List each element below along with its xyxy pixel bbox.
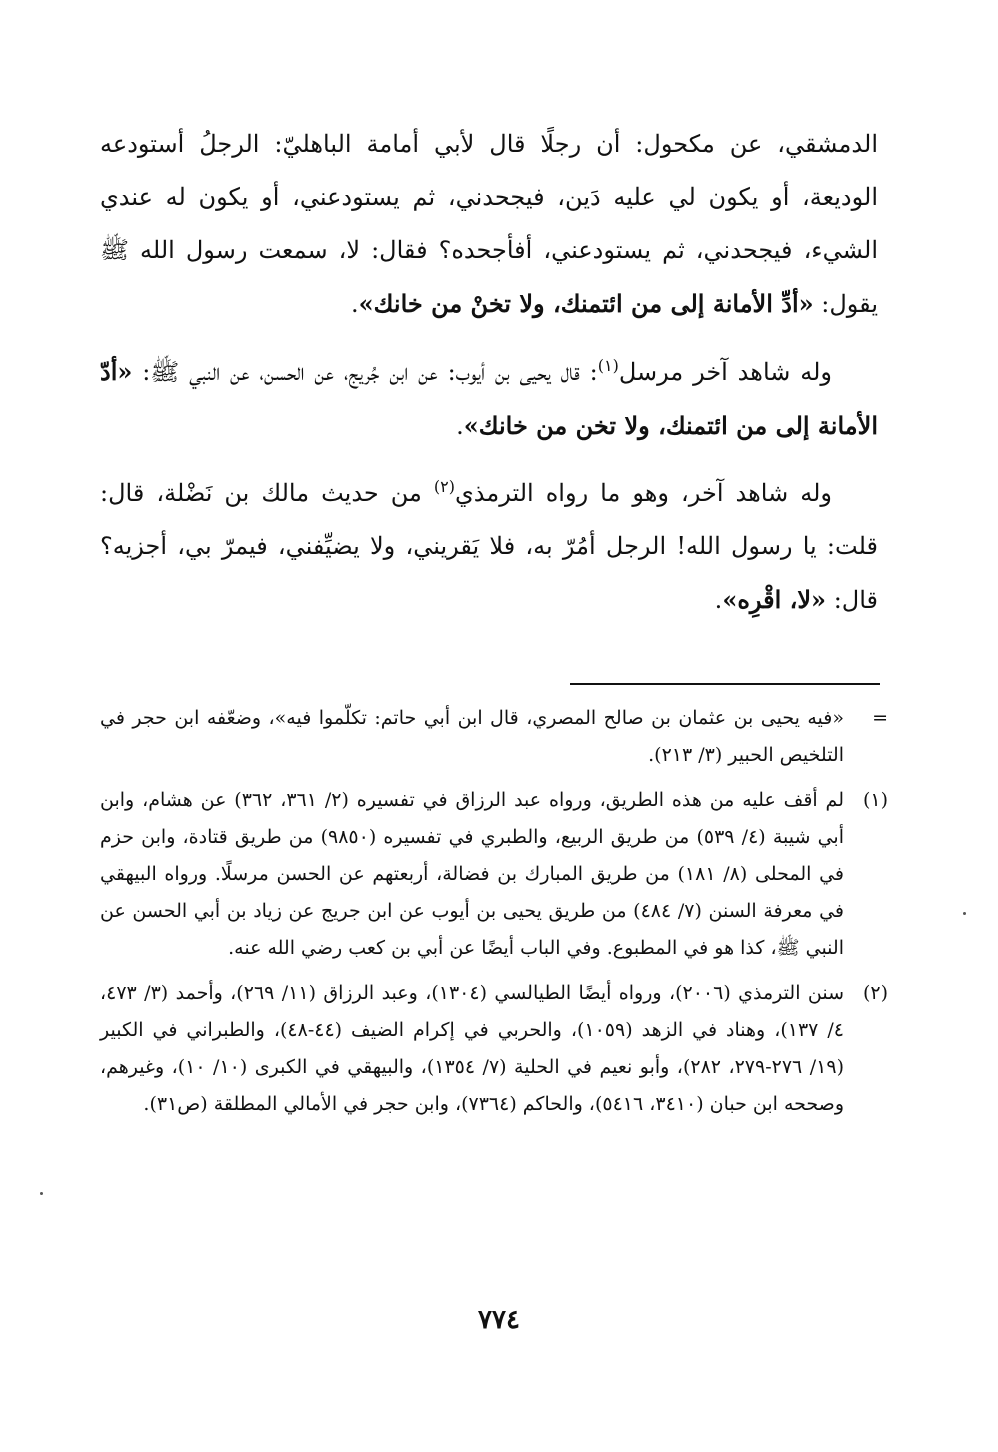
page-number: ٧٧٤ <box>478 1305 520 1335</box>
footnote-text: لم أقف عليه من هذه الطريق، ورواه عبد الرزاق في تفسيره (٢/ ٣٦١، ٣٦٢) عن هشام، وابن أبي شيبة (٤/ ٥٣٩) من طريق الربيع، والطبري في تفسيره (٩٨٥٠) من طريق قتادة، وابن حزم في المحلى (٨/ ١٨١) من طريق المبارك بن فضالة، أربعتهم عن الحسن مرسلًا. ورواه البيهقي في معرفة السنن (٧/ ٤٨٤) من طريق يحيى بن أيوب عن ابن جريج عن زياد بن أبي الحسن عن النبي ﷺ، كذا هو في المطبوع. وفي الباب أيضًا عن أبي بن كعب رضي الله عنه. <box>100 789 845 959</box>
paragraph-3-hadith-quote: «لا، اقْرِه» <box>722 585 827 614</box>
paragraph-1-text: الدمشقي، عن مكحول: أن رجلًا قال لأبي أمامة الباهليّ: الرجلُ أستودعه الوديعة، أو يكون لي عليه دَين، فيجحدني، ثم يستودعني، أو يكون له عندي الشيء، فيجحدني، ثم يستودعني، أفأجحده؟ فقال: لا، سمعت رسول الله ﷺ يقول: <box>100 130 878 318</box>
footnote-1 <box>100 782 890 967</box>
main-text <box>100 118 878 627</box>
footnote-text: «فيه يحيى بن عثمان بن صالح المصري، قال ابن أبي حاتم: تكلّموا فيه»، وضعّفه ابن حجر في التلخيص الحبير (٣/ ٢١٣). <box>100 707 844 766</box>
paragraph-1-hadith-quote: «أدِّ الأمانة إلى من ائتمنك، ولا تخنْ من خانك» <box>358 289 814 318</box>
scan-speck <box>40 1192 43 1195</box>
paragraph-2-text: : قال يحيى بن أيوب: عن ابن جُريج، عن الحسن، عن النبي ﷺ: <box>132 358 598 386</box>
paragraph-2-text-start: وله شاهد آخر مرسل <box>618 358 832 386</box>
paragraph-3 <box>100 467 878 627</box>
scan-speck <box>963 912 966 915</box>
paragraph-2-end: . <box>456 412 464 440</box>
footnote-separator <box>570 683 880 685</box>
footnote-text: سنن الترمذي (٢٠٠٦)، ورواه أيضًا الطيالسي (١٣٠٤)، وعبد الرزاق (١١/ ٢٦٩)، وأحمد (٣/ ٤٧٣، ٤/ ١٣٧)، وهناد في الزهد (١٠٥٩)، والحربي في إكرام الضيف (٤٤-٤٨)، والطبراني في الكبير (١٩/ ٢٧٦-٢٧٩، ٢٨٢)، وأبو نعيم في الحلية (٧/ ١٣٥٤)، والبيهقي في الكبرى (١٠/ ١٠)، وغيرهم، وصححه ابن حبان (٣٤١٠، ٥٤١٦)، والحاكم (٧٣٦٤)، وابن حجر في الأمالي المطلقة (ص٣١). <box>100 982 844 1115</box>
footnote-2 <box>100 975 890 1123</box>
paragraph-2 <box>100 345 878 453</box>
footnote-continued <box>100 700 890 774</box>
paragraph-3-end: . <box>714 586 723 614</box>
paragraph-1-end: . <box>351 290 359 318</box>
footnote-marker: = <box>872 707 888 729</box>
paragraph-3-text: من حديث مالك بن نَضْلة، قال: قلت: يا رسول الله! الرجل أمُرّ به، فلا يَقريني، ولا يضيِّفني، فيمرّ بي، أجزيه؟ قال: <box>100 479 879 614</box>
footnote-marker: (٢) <box>862 982 888 1004</box>
paragraph-2-hadith-quote: «أدّ الأمانة إلى من ائتمنك، ولا تخن من خانك» <box>100 357 878 440</box>
footnote-reference-1[interactable]: (١) <box>597 356 619 375</box>
paragraph-3-text-start: وله شاهد آخر، وهو ما رواه الترمذي <box>455 479 832 507</box>
footnote-reference-2[interactable]: (٢) <box>433 477 456 496</box>
footnotes <box>100 700 890 1123</box>
footnote-marker: (١) <box>862 789 888 811</box>
paragraph-1 <box>100 118 878 331</box>
